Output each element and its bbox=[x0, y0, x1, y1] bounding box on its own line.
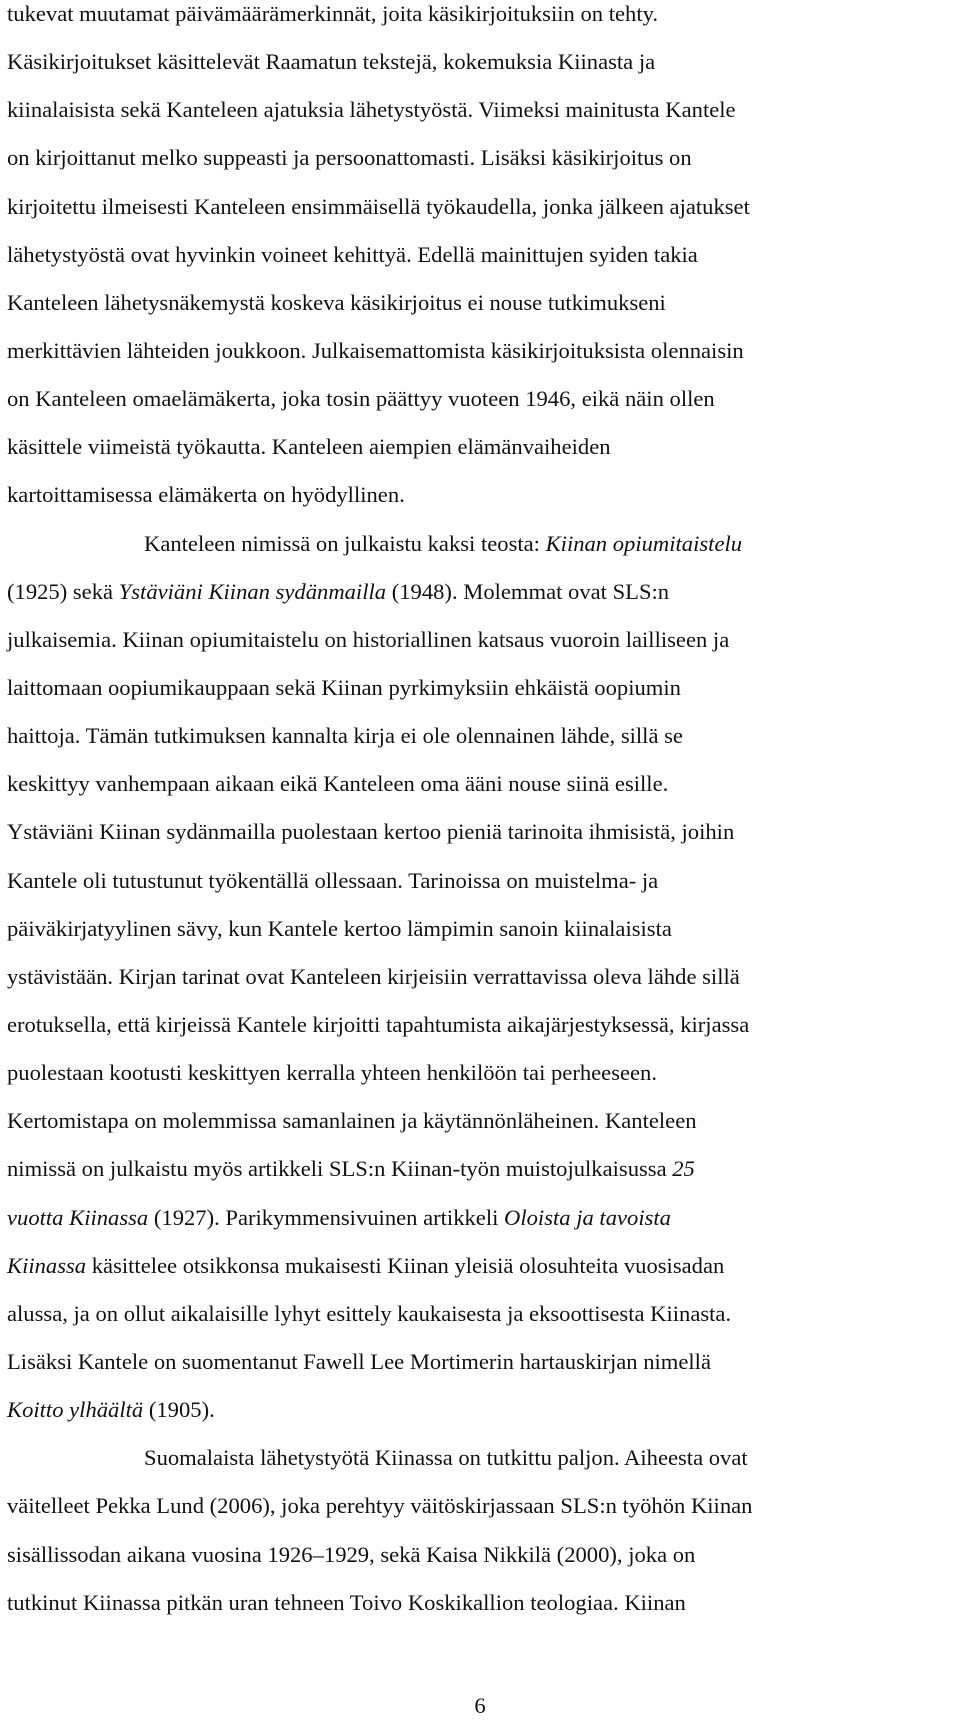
body-text bbox=[7, 2, 960, 1639]
text-segment: tutkinut Kiinassa pitkän uran tehneen Toivo Koskikallion teologiaa. Kiinan bbox=[7, 1589, 686, 1615]
text-line bbox=[7, 387, 960, 435]
text-line bbox=[7, 50, 960, 98]
text-segment: (1925) sekä bbox=[7, 578, 119, 604]
text-line bbox=[7, 1109, 960, 1157]
text-line bbox=[7, 580, 960, 628]
text-line bbox=[7, 965, 960, 1013]
text-segment: on kirjoittanut melko suppeasti ja persoonattomasti. Lisäksi käsikirjoitus on bbox=[7, 145, 692, 171]
page-number: 6 bbox=[474, 1693, 486, 1718]
text-segment: julkaisemia. Kiinan opiumitaistelu on historiallinen katsaus vuoroin lailliseen ja bbox=[7, 626, 730, 652]
text-line bbox=[7, 435, 960, 483]
text-line bbox=[7, 1254, 960, 1302]
text-line bbox=[7, 917, 960, 965]
text-segment: erotuksella, että kirjeissä Kantele kirjoitti tapahtumista aikajärjestyksessä, kirjassa bbox=[7, 1011, 750, 1037]
text-segment: tukevat muutamat päivämäärämerkinnät, joita käsikirjoituksiin on tehty. bbox=[7, 1, 659, 26]
text-line bbox=[7, 339, 960, 387]
text-line bbox=[7, 1206, 960, 1254]
text-segment: sisällissodan aikana vuosina 1926–1929, sekä Kaisa Nikkilä (2000), joka on bbox=[7, 1541, 696, 1567]
text-segment: Kanteleen lähetysnäkemystä koskeva käsikirjoitus ei nouse tutkimukseni bbox=[7, 289, 666, 315]
text-segment: merkittävien lähteiden joukkoon. Julkaisemattomista käsikirjoituksista olennaisin bbox=[7, 337, 744, 363]
text-line bbox=[7, 98, 960, 146]
text-segment: päiväkirjatyylinen sävy, kun Kantele kertoo lämpimin sanoin kiinalaisista bbox=[7, 915, 672, 941]
text-line bbox=[7, 195, 960, 243]
italic-title-text: vuotta Kiinassa bbox=[7, 1204, 149, 1230]
text-segment: kiinalaisista sekä Kanteleen ajatuksia lähetystyöstä. Viimeksi mainitusta Kantele bbox=[7, 97, 736, 123]
text-line bbox=[7, 628, 960, 676]
text-line bbox=[7, 532, 960, 580]
text-segment: on Kanteleen omaelämäkerta, joka tosin päättyy vuoteen 1946, eikä näin ollen bbox=[7, 386, 715, 412]
text-segment: Kertomistapa on molemmissa samanlainen ja käytännönläheinen. Kanteleen bbox=[7, 1108, 697, 1134]
text-segment: (1905). bbox=[143, 1397, 215, 1423]
text-segment: Suomalaista lähetystyötä Kiinassa on tutkittu paljon. Aiheesta ovat bbox=[144, 1445, 748, 1471]
text-segment: lähetystyöstä ovat hyvinkin voineet kehittyä. Edellä mainittujen syiden takia bbox=[7, 241, 698, 267]
text-line bbox=[7, 1446, 960, 1494]
text-line bbox=[7, 1398, 960, 1446]
text-line bbox=[7, 676, 960, 724]
text-line bbox=[7, 772, 960, 820]
text-segment: Kantele oli tutustunut työkentällä ollessaan. Tarinoissa on muistelma- ja bbox=[7, 867, 659, 893]
text-line bbox=[7, 1350, 960, 1398]
text-line bbox=[7, 1494, 960, 1542]
text-segment: kartoittamisessa elämäkerta on hyödyllinen. bbox=[7, 482, 405, 508]
text-line bbox=[7, 146, 960, 194]
text-segment: keskittyy vanhempaan aikaan eikä Kanteleen oma ääni nouse siinä esille. bbox=[7, 771, 669, 797]
text-line bbox=[7, 724, 960, 772]
text-line bbox=[7, 243, 960, 291]
text-segment: väitelleet Pekka Lund (2006), joka perehtyy väitöskirjassaan SLS:n työhön Kiinan bbox=[7, 1493, 753, 1519]
text-segment: laittomaan oopiumikauppaan sekä Kiinan pyrkimyksiin ehkäistä oopiumin bbox=[7, 674, 681, 700]
italic-title-text: Kiinassa bbox=[7, 1252, 87, 1278]
text-segment: Kanteleen nimissä on julkaistu kaksi teosta: bbox=[144, 530, 546, 556]
text-line bbox=[7, 1157, 960, 1205]
text-line bbox=[7, 1013, 960, 1061]
text-segment: nimissä on julkaistu myös artikkeli SLS:n Kiinan-työn muistojulkaisussa bbox=[7, 1156, 673, 1182]
italic-title-text: 25 bbox=[672, 1156, 695, 1182]
text-segment: Lisäksi Kantele on suomentanut Fawell Lee Mortimerin hartauskirjan nimellä bbox=[7, 1348, 711, 1374]
text-segment: puolestaan kootusti keskittyen kerralla yhteen henkilöön tai perheeseen. bbox=[7, 1060, 657, 1086]
text-line bbox=[7, 869, 960, 917]
text-segment: käsittele viimeistä työkautta. Kanteleen aiempien elämänvaiheiden bbox=[7, 434, 611, 460]
italic-title-text: Oloista ja tavoista bbox=[504, 1204, 671, 1230]
text-segment: kirjoitettu ilmeisesti Kanteleen ensimmäisellä työkaudella, jonka jälkeen ajatukset bbox=[7, 193, 750, 219]
text-segment: alussa, ja on ollut aikalaisille lyhyt esittely kaukaisesta ja eksoottisesta Kiinasta. bbox=[7, 1300, 732, 1326]
text-line bbox=[7, 2, 960, 50]
text-line bbox=[7, 291, 960, 339]
text-segment: käsittelee otsikkonsa mukaisesti Kiinan yleisiä olosuhteita vuosisadan bbox=[86, 1252, 725, 1278]
text-line bbox=[7, 1061, 960, 1109]
text-segment: haittoja. Tämän tutkimuksen kannalta kirja ei ole olennainen lähde, sillä se bbox=[7, 723, 683, 749]
text-segment: (1948). Molemmat ovat SLS:n bbox=[386, 578, 670, 604]
text-line bbox=[7, 1591, 960, 1639]
italic-title-text: Kiinan opiumitaistelu bbox=[545, 530, 743, 556]
text-segment: Käsikirjoitukset käsittelevät Raamatun tekstejä, kokemuksia Kiinasta ja bbox=[7, 49, 656, 75]
text-line bbox=[7, 820, 960, 868]
text-line bbox=[7, 483, 960, 531]
text-segment: Ystäviäni Kiinan sydänmailla puolestaan kertoo pieniä tarinoita ihmisistä, joihin bbox=[7, 819, 735, 845]
text-segment: ystävistään. Kirjan tarinat ovat Kanteleen kirjeisiin verrattavissa oleva lähde sillä bbox=[7, 963, 740, 989]
text-line bbox=[7, 1543, 960, 1591]
italic-title-text: Ystäviäni Kiinan sydänmailla bbox=[118, 578, 387, 604]
text-line bbox=[7, 1302, 960, 1350]
text-segment: (1927). Parikymmensivuinen artikkeli bbox=[148, 1204, 505, 1230]
italic-title-text: Koitto ylhäältä bbox=[7, 1397, 144, 1423]
